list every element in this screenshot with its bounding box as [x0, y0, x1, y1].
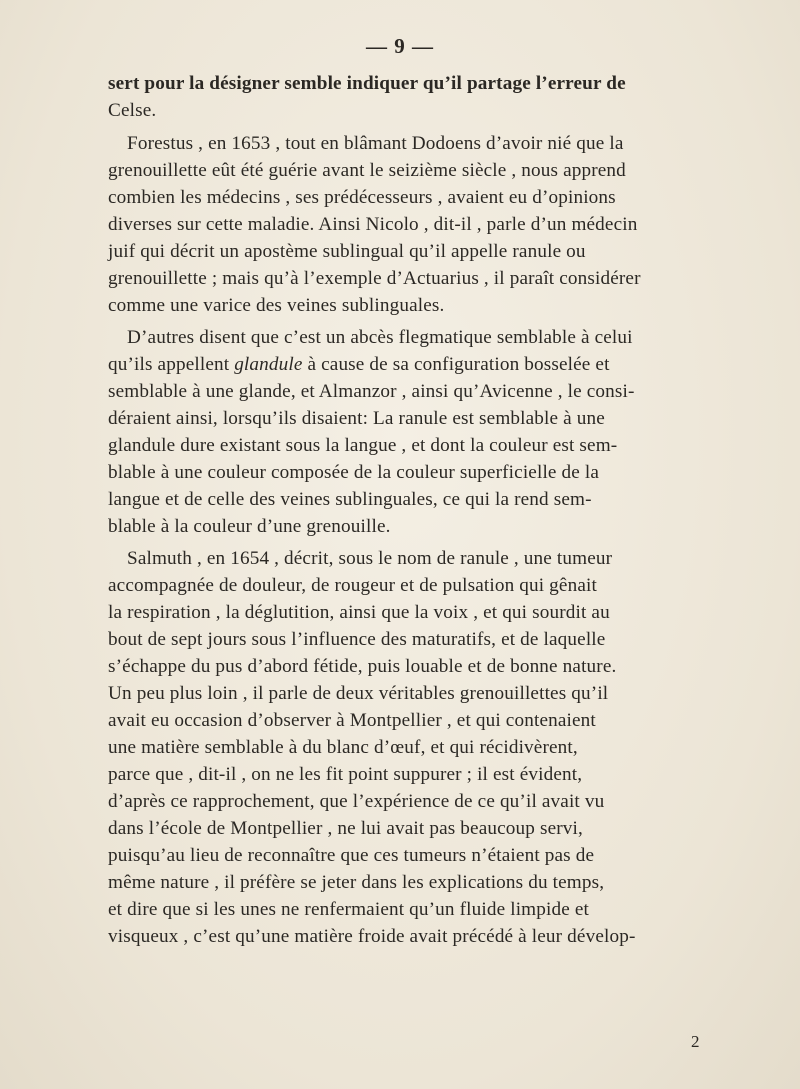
- text-line: Un peu plus loin , il parle de deux véritables grenouillettes qu’il: [108, 683, 609, 704]
- signature-mark: 2: [691, 1032, 700, 1051]
- text-line: glandule dure existant sous la langue , et dont la couleur est sem-: [108, 435, 618, 456]
- text-line: d’après ce rapprochement, que l’expérience de ce qu’il avait vu: [108, 791, 605, 812]
- text-line: comme une varice des veines sublinguales.: [108, 295, 445, 316]
- text-line: Forestus , en 1653 , tout en blâmant Dodoens d’avoir nié que la: [127, 133, 624, 154]
- text-line: la respiration , la déglutition, ainsi que la voix , et qui sourdit au: [108, 602, 610, 623]
- text-line: dans l’école de Montpellier , ne lui avait pas beaucoup servi,: [108, 818, 583, 839]
- text-line: avait eu occasion d’observer à Montpellier , et qui contenaient: [108, 710, 596, 731]
- text-line: même nature , il préfère se jeter dans les explications du temps,: [108, 872, 605, 893]
- text-line: grenouillette ; mais qu’à l’exemple d’Actuarius , il paraît considérer: [108, 268, 641, 289]
- text-line: juif qui décrit un apostème sublingual qu’il appelle ranule ou: [108, 241, 586, 262]
- text-line: parce que , dit-il , on ne les fit point suppurer ; il est évident,: [108, 764, 583, 785]
- text-line: visqueux , c’est qu’une matière froide avait précédé à leur dévelop-: [108, 926, 636, 947]
- text-line: une matière semblable à du blanc d’œuf, et qui récidivèrent,: [108, 737, 578, 758]
- italic-term: glandule: [234, 354, 303, 375]
- text-line: Celse.: [108, 100, 157, 121]
- text-line: grenouillette eût été guérie avant le seizième siècle , nous apprend: [108, 160, 626, 181]
- text-line: langue et de celle des veines sublinguales, ce qui la rend sem-: [108, 489, 592, 510]
- text-line: blable à la couleur d’une grenouille.: [108, 516, 391, 537]
- text-line: accompagnée de douleur, de rougeur et de pulsation qui gênait: [108, 575, 597, 596]
- text-line: bout de sept jours sous l’influence des maturatifs, et de laquelle: [108, 629, 606, 650]
- text-line: combien les médecins , ses prédécesseurs , avaient eu d’opinions: [108, 187, 616, 208]
- text-line: déraient ainsi, lorsqu’ils disaient: La ranule est semblable à une: [108, 408, 605, 429]
- text-line: diverses sur cette maladie. Ainsi Nicolo , dit-il , parle d’un médecin: [108, 214, 638, 235]
- text-line: qu’ils appellent glandule à cause de sa configuration bosselée et: [108, 354, 610, 375]
- text-line: blable à une couleur composée de la couleur superficielle de la: [108, 462, 600, 483]
- text-line: D’autres disent que c’est un abcès flegmatique semblable à celui: [127, 327, 633, 348]
- text-line: sert pour la désigner semble indiquer qu’il partage l’erreur de: [108, 73, 626, 94]
- text-line: s’échappe du pus d’abord fétide, puis louable et de bonne nature.: [108, 656, 617, 677]
- page-number: — 9 —: [366, 34, 434, 58]
- text-line: Salmuth , en 1654 , décrit, sous le nom de ranule , une tumeur: [127, 548, 613, 569]
- text-line: et dire que si les unes ne renfermaient qu’un fluide limpide et: [108, 899, 589, 920]
- text-line: semblable à une glande, et Almanzor , ainsi qu’Avicenne , le consi-: [108, 381, 635, 402]
- text-line: puisqu’au lieu de reconnaître que ces tumeurs n’étaient pas de: [108, 845, 595, 866]
